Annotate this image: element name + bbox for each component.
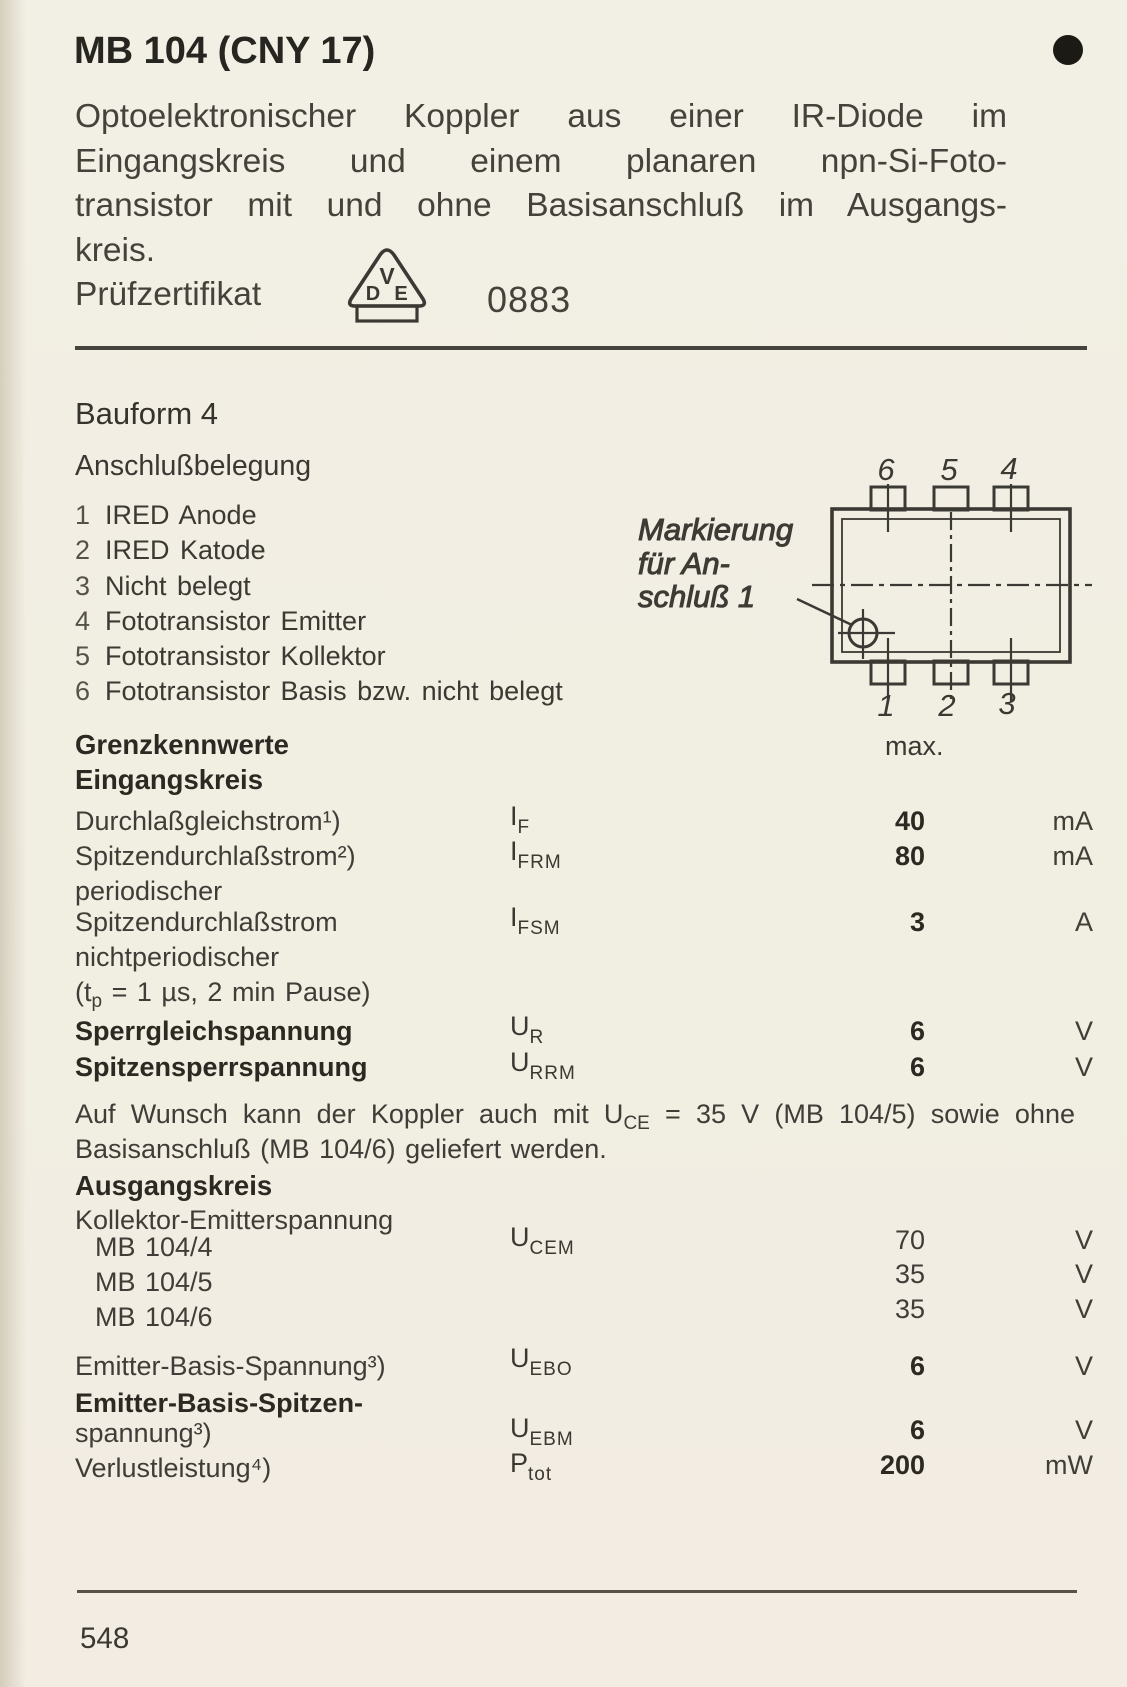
limit-unit: mW — [1045, 1450, 1093, 1480]
pin-label: Fototransistor Kollektor — [105, 641, 386, 672]
limit-value: 6 — [909, 1415, 925, 1445]
pin-number: 2 — [75, 535, 91, 566]
limit-label: MB 104/6 — [95, 1302, 213, 1332]
limit-label: Spitzendurchlaßstrom²) — [75, 841, 356, 871]
limit-symbol: IFSM — [510, 902, 561, 939]
pin-label: Fototransistor Emitter — [105, 605, 367, 636]
pin-list-item — [75, 674, 563, 709]
limit-value: 200 — [879, 1450, 925, 1480]
limit-unit: V — [1074, 1052, 1093, 1082]
limit-value: 40 — [894, 806, 925, 836]
limit-symbol: UEBO — [510, 1343, 573, 1380]
pin-number-top: 5 — [940, 452, 958, 487]
marking-label-line: für An- — [638, 546, 730, 581]
limits-heading: Grenzkennwerte — [75, 729, 289, 760]
limit-label: Kollektor-Emitterspannung — [75, 1205, 394, 1235]
marking-label-line: schluß 1 — [638, 579, 756, 614]
header-divider — [75, 346, 1087, 350]
description-paragraph — [75, 95, 1007, 273]
limit-row — [75, 1413, 1093, 1452]
limit-label: Emitter-Basis-Spitzen- — [75, 1388, 364, 1418]
max-column-label: max. — [885, 731, 944, 761]
limit-row — [75, 876, 1093, 910]
pin-number: 5 — [75, 641, 91, 672]
limit-symbol: UCEM — [510, 1222, 575, 1259]
limit-label: Sperrgleichspannung — [75, 1016, 353, 1046]
limit-value: 6 — [909, 1052, 925, 1082]
limit-label: spannung³) — [75, 1418, 212, 1448]
limit-value: 6 — [909, 1016, 925, 1046]
limit-row — [75, 1011, 1093, 1050]
limit-symbol: UEBM — [510, 1413, 574, 1450]
limit-unit: V — [1074, 1259, 1093, 1289]
option-note-line: Auf Wunsch kann der Koppler auch mit $U_{CE} = 35$ V (MB 104/5) sowie ohne — [75, 1099, 1075, 1134]
limit-label: ($t_p = 1$ µs, 2 min Pause) — [75, 977, 371, 1012]
pin-list-item — [75, 533, 563, 568]
pin-number-bottom: 2 — [938, 688, 956, 723]
limit-unit: A — [1074, 907, 1093, 937]
limit-unit: V — [1074, 1016, 1093, 1046]
limit-row — [75, 977, 1093, 1011]
limit-symbol: IFRM — [510, 836, 562, 873]
certificate-number: 0883 — [487, 279, 572, 320]
limit-label: Spitzensperrspannung — [75, 1052, 368, 1082]
limit-value: 6 — [909, 1351, 925, 1381]
vde-letter-d: D — [365, 283, 381, 305]
vde-logo-icon — [336, 246, 438, 326]
limit-row — [75, 1047, 1093, 1086]
limit-row — [75, 902, 1093, 941]
limit-unit: V — [1074, 1294, 1093, 1324]
limit-value: 80 — [894, 841, 925, 871]
description-line: kreis. — [75, 231, 156, 269]
limit-label: MB 104/4 — [95, 1232, 213, 1262]
page-number: 548 — [80, 1622, 130, 1655]
limit-label: Emitter-Basis-Spannung³) — [75, 1351, 386, 1381]
limit-row — [75, 1343, 1093, 1385]
pin-list-item — [75, 604, 563, 639]
limit-value: 35 — [894, 1259, 925, 1289]
limit-label: MB 104/5 — [95, 1267, 213, 1297]
limit-symbol: URRM — [510, 1047, 576, 1084]
page-title: MB 104 (CNY 17) — [74, 30, 376, 72]
pin-pad — [934, 487, 968, 510]
pin-number-bottom: 1 — [877, 688, 895, 723]
certificate-label: Prüfzertifikat — [75, 276, 262, 313]
limit-row — [75, 836, 1093, 875]
pin-number-top: 6 — [877, 452, 895, 487]
bauform-heading: Bauform 4 — [75, 396, 219, 431]
limit-row — [75, 801, 1093, 840]
limit-unit: mA — [1052, 806, 1093, 836]
limit-label: periodischer — [75, 876, 223, 906]
pin-list-item — [75, 639, 563, 674]
limit-symbol: IF — [510, 801, 531, 838]
limit-label: Spitzendurchlaßstrom — [75, 907, 338, 937]
limit-label: nichtperiodischer — [75, 942, 280, 972]
pin-number: 3 — [75, 570, 91, 601]
limit-value: 35 — [894, 1294, 925, 1324]
description-line: transistor mit und ohne Basisanschluß im Ausgangs- — [75, 187, 1007, 224]
pin-list — [75, 498, 563, 710]
vde-letter-v: V — [379, 263, 395, 289]
limit-row — [75, 942, 1093, 976]
limit-value: 70 — [894, 1225, 925, 1255]
package-drawing — [610, 442, 1120, 730]
index-dot-icon — [1053, 35, 1083, 65]
limit-value: 3 — [909, 907, 925, 937]
marking-label-line: Markierung — [638, 512, 794, 547]
vde-letter-e: E — [394, 283, 408, 305]
output-circuit-heading: Ausgangskreis — [75, 1170, 273, 1201]
marking-pointer-line — [797, 599, 852, 625]
limit-unit: V — [1074, 1415, 1093, 1445]
pin-number: 1 — [75, 500, 91, 530]
limit-row — [75, 1294, 1093, 1336]
limit-row — [75, 1448, 1093, 1487]
pin-number: 6 — [75, 676, 91, 707]
pin-label: Nicht belegt — [105, 570, 251, 601]
limit-unit: V — [1074, 1225, 1093, 1255]
limit-symbol: Ptot — [510, 1448, 553, 1485]
pin-list-item — [75, 569, 563, 604]
pin-number-bottom: 3 — [998, 686, 1016, 721]
description-line: Optoelektronischer Koppler aus einer IR-Diode im — [75, 98, 1007, 135]
limit-label: Verlustleistung⁴) — [75, 1453, 272, 1483]
footer-divider — [77, 1590, 1077, 1593]
pin-number-top: 4 — [1000, 451, 1018, 486]
pin-list-item — [75, 498, 563, 533]
limit-symbol: UR — [510, 1011, 545, 1048]
pinout-heading: Anschlußbelegung — [75, 450, 312, 482]
limit-unit: V — [1074, 1351, 1093, 1381]
pin-label: IRED Anode — [105, 500, 257, 530]
pin-number: 4 — [75, 605, 91, 636]
option-note-line: Basisanschluß (MB 104/6) geliefert werden. — [75, 1134, 607, 1164]
pin-label: IRED Katode — [105, 535, 266, 566]
limit-unit: mA — [1052, 841, 1093, 871]
pin-label: Fototransistor Basis bzw. nicht belegt — [105, 676, 563, 707]
input-circuit-heading: Eingangskreis — [75, 764, 263, 795]
limit-label: Durchlaßgleichstrom¹) — [75, 806, 341, 836]
description-line: Eingangskreis und einem planaren npn-Si-Foto- — [75, 142, 1007, 180]
